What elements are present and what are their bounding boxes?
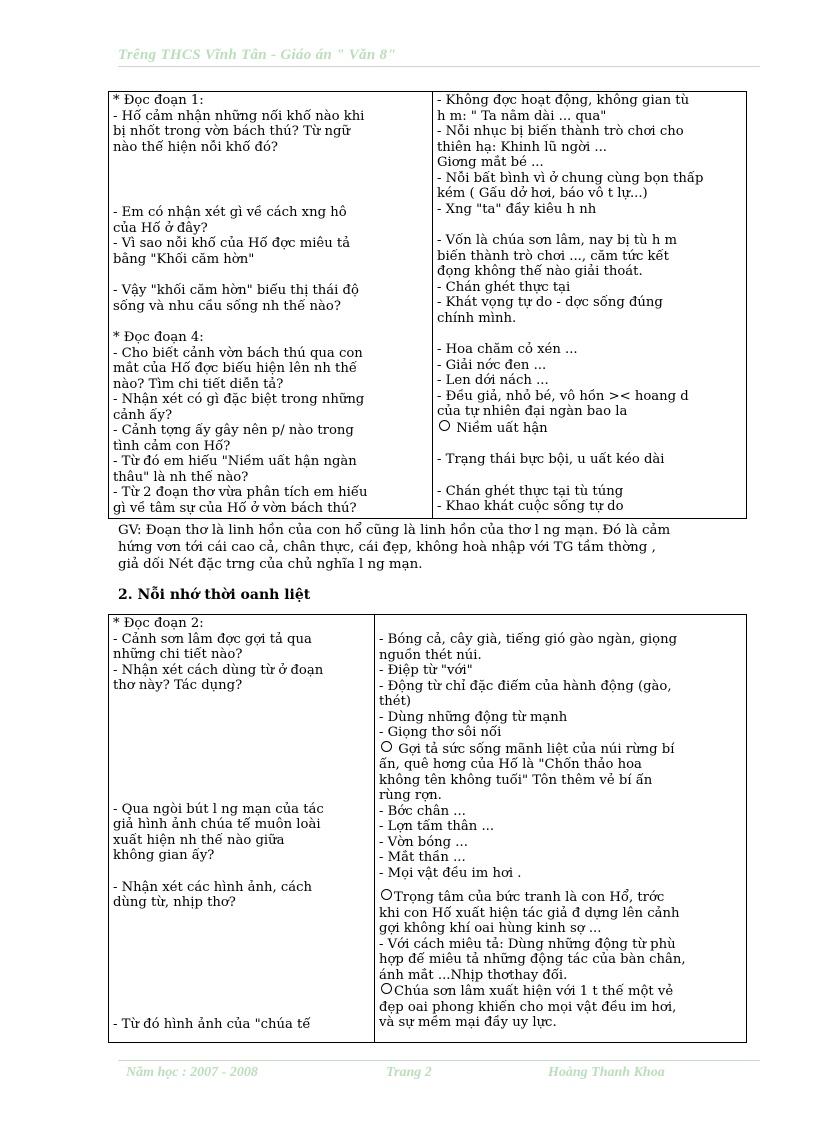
t1-right-line: - Hoa chăm cỏ xén ... <box>437 342 578 357</box>
t1-right-line: - Nỗi bất bình vì ở chung cùng bọn thấp <box>437 170 704 186</box>
teacher-note-line: hứng vơn tới cái cao cả, chân thực, cái đẹp, không hoà nhập với TG tầm thờng , <box>118 540 656 555</box>
t1-right-line: - Chán ghét thực tại <box>437 279 571 295</box>
t2-right-line: khi con Hổ xuất hiện tác giả đ dựng lên cảnh <box>379 905 680 921</box>
t1-left-line: - Vậy "khối căm hờn" biểu thị thái độ <box>113 283 359 298</box>
t1-right-line: - Xng "ta" đầy kiêu h nh <box>437 201 597 217</box>
footer-page-number: Trang 2 <box>386 1065 432 1080</box>
t2-right-line: nguồn thét núi. <box>379 647 482 663</box>
t2-left-line: những chi tiết nào? <box>113 647 243 662</box>
t2-right-line: gợi không khí oai hùng kinh sợ ... <box>379 921 602 936</box>
t1-right-line: - Đều giả, nhỏ bé, vô hồn >< hoang d <box>437 388 689 404</box>
t1-left-line: bị nhốt trong vờn bách thú? Từ ngữ <box>113 124 350 139</box>
teacher-note-line: giả dối Nét đặc trng của chủ nghĩa l ng mạn. <box>118 557 423 572</box>
t1-left-line: nào thể hiện nỗi khổ đó? <box>113 139 278 155</box>
table2-answer-column <box>375 615 747 1043</box>
t2-right-line: - Điệp từ "với" <box>379 663 473 678</box>
t1-right-line: thiên hạ: Khinh lũ ngời ... <box>437 139 607 155</box>
t1-right-line: h m: " Ta nằm dài ... qua" <box>437 108 607 124</box>
t1-left-line: * Đọc đoạn 4: <box>113 330 204 345</box>
t1-right-line: Giơng mắt bé ... <box>437 155 544 170</box>
t1-right-line: - Không đợc hoạt động, không gian tù <box>437 93 690 108</box>
t1-right-line: kém ( Gấu dở hơi, báo vô t lự...) <box>437 186 648 201</box>
t2-right-line: - Mắt thần ... <box>379 850 466 865</box>
t1-left-line: sống và nhu cầu sống nh thế nào? <box>113 298 341 314</box>
section-2-title: 2. Nỗi nhớ thời oanh liệt <box>118 587 311 603</box>
t2-right-line: rùng rợn. <box>379 788 442 803</box>
t1-left-line: - Em có nhận xét gì về cách xng hô <box>113 205 347 220</box>
t2-right-line: - Lợn tấm thân ... <box>379 819 495 834</box>
footer-author: Hoàng Thanh Khoa <box>548 1065 665 1080</box>
t2-left-line: dùng từ, nhịp thơ? <box>113 895 236 910</box>
t1-right-line: - Trạng thái bực bội, u uất kéo dài <box>437 452 665 467</box>
t2-right-line: - Bóng cả, cây già, tiếng gió gào ngàn, giọng <box>379 632 678 647</box>
t2-right-line: Trọng tâm của bức tranh là con Hổ, trớc <box>379 889 742 906</box>
t1-left-line: - Cho biết cảnh vờn bách thú qua con <box>113 345 363 361</box>
teacher-note-line: GV: Đoạn thơ là linh hồn của con hổ cũng là linh hồn của thơ l ng mạn. Đó là cảm <box>118 523 671 538</box>
circle-arrow-icon <box>381 741 392 752</box>
lesson-table-2 <box>108 614 747 1043</box>
t2-right-line: ánh mắt ...Nhịp thơthay đổi. <box>379 967 568 983</box>
t1-left-line: * Đọc đoạn 1: <box>113 93 204 108</box>
header-text: Trêng THCS Vĩnh Tân - Giáo án " Văn 8" <box>118 47 396 63</box>
page-footer <box>118 1060 760 1081</box>
t1-left-line: của Hổ ở đây? <box>113 220 208 236</box>
t1-right-line: biến thành trò chơi ..., căm tức kết <box>437 248 669 264</box>
t1-left-line: gì về tâm sự của Hổ ở vờn bách thú? <box>113 500 357 516</box>
t2-right-line: - Với cách miêu tả: Dùng những động từ phù <box>379 936 676 952</box>
t1-right-line: - Khao khát cuộc sống tự do <box>437 499 624 514</box>
t2-left-line: giả hình ảnh chúa tể muôn loài <box>113 817 321 832</box>
t1-left-line: - Từ đó em hiểu "Niềm uất hận ngàn <box>113 454 357 469</box>
t1-right-line: - Chán ghét thực tại tù túng <box>437 483 624 499</box>
t1-right-line: - Giải nớc đen ... <box>437 357 547 373</box>
footer-year: Năm học : 2007 - 2008 <box>126 1065 258 1080</box>
t2-left-line: xuất hiện nh thế nào giữa <box>113 832 285 848</box>
teacher-note <box>118 522 740 573</box>
t2-left-line: thơ này? Tác dụng? <box>113 678 243 693</box>
t1-left-line: cảnh ấy? <box>113 407 173 423</box>
t2-right-line: đẹp oai phong khiến cho mọi vật đều im hơi, <box>379 999 677 1015</box>
circle-arrow-icon <box>439 420 450 431</box>
t2-left-line: - Nhận xét các hình ảnh, cách <box>113 879 313 895</box>
t2-right-line: - Động từ chỉ đặc điểm của hành động (gào, <box>379 678 672 694</box>
t1-left-line: - Vì sao nỗi khổ của Hổ đợc miêu tả <box>113 236 351 251</box>
t2-right-line: hợp để miêu tả những động tác của bàn chân, <box>379 952 686 967</box>
t1-left-line: thâu" là nh thế nào? <box>113 469 249 485</box>
t2-right-line: thét) <box>379 694 412 709</box>
lesson-table-1 <box>108 91 747 519</box>
t1-left-line: bằng "Khối căm hờn" <box>113 251 255 267</box>
t1-right-line: Niềm uất hận <box>437 420 742 437</box>
t1-right-line: - Len dới nách ... <box>437 373 549 388</box>
t2-right-line: - Mọi vật đều im hơi . <box>379 865 522 881</box>
t2-right-line: ẩn, quê hơng của Hổ là "Chốn thảo hoa <box>379 757 642 772</box>
t2-right-line: - Bớc chân ... <box>379 803 466 819</box>
t2-right-line: Chúa sơn lâm xuất hiện với 1 t thế một vẻ <box>379 983 742 1000</box>
t2-right-line: - Vờn bóng ... <box>379 834 468 850</box>
t2-right-line: - Giọng thơ sôi nổi <box>379 725 502 740</box>
table2-question-column <box>109 615 375 1043</box>
page-header <box>118 44 760 67</box>
t1-left-line: nào? Tìm chi tiết diễn tả? <box>113 376 284 392</box>
t2-left-line: không gian ấy? <box>113 848 215 863</box>
t2-right-line: không tên không tuổi" Tôn thêm vẻ bí ẩn <box>379 772 653 788</box>
t2-left-line: - Qua ngòi bút l ng mạn của tác <box>113 801 324 817</box>
t2-left-line: * Đọc đoạn 2: <box>113 616 204 631</box>
t1-right-line: - Khát vọng tự do - dợc sống đúng <box>437 295 663 310</box>
table1-answer-column <box>433 92 747 519</box>
t2-right-line: - Dùng những động từ mạnh <box>379 709 568 725</box>
t2-right-line: và sự mềm mại đầy uy lực. <box>379 1015 557 1030</box>
t2-left-line: - Nhận xét cách dùng từ ở đoạn <box>113 662 324 678</box>
t1-right-line: - Nỗi nhục bị biến thành trò chơi cho <box>437 124 684 139</box>
t1-left-line: - Hổ cảm nhận những nổi khổ nào khi <box>113 108 365 124</box>
t1-left-line: - Từ 2 đoạn thơ vừa phân tích em hiểu <box>113 485 368 500</box>
t1-right-line: - Vốn là chúa sơn lâm, nay bị tù h m <box>437 233 678 248</box>
t2-right-line: Gợi tả sức sống mãnh liệt của núi rừng bí <box>379 741 742 758</box>
t1-right-line: đọng không thể nào giải thoát. <box>437 264 643 279</box>
t2-left-line: - Từ đó hình ảnh của "chúa tể <box>113 1016 311 1032</box>
t1-left-line: tình cảm con Hổ? <box>113 438 231 454</box>
t1-right-line: chính mình. <box>437 310 517 326</box>
t1-left-line: mắt của Hổ đợc biểu hiện lên nh thế <box>113 361 357 376</box>
t1-left-line: - Nhận xét có gì đặc biệt trong những <box>113 392 365 407</box>
circle-arrow-icon <box>381 889 392 900</box>
t1-left-line: - Cảnh tợng ấy gây nên p/ nào trong <box>113 423 354 438</box>
t1-right-line: của tự nhiên đại ngàn bao la <box>437 404 628 419</box>
circle-arrow-icon <box>381 983 392 994</box>
table1-question-column <box>109 92 433 519</box>
t2-left-line: - Cảnh sơn lâm đợc gợi tả qua <box>113 631 312 647</box>
